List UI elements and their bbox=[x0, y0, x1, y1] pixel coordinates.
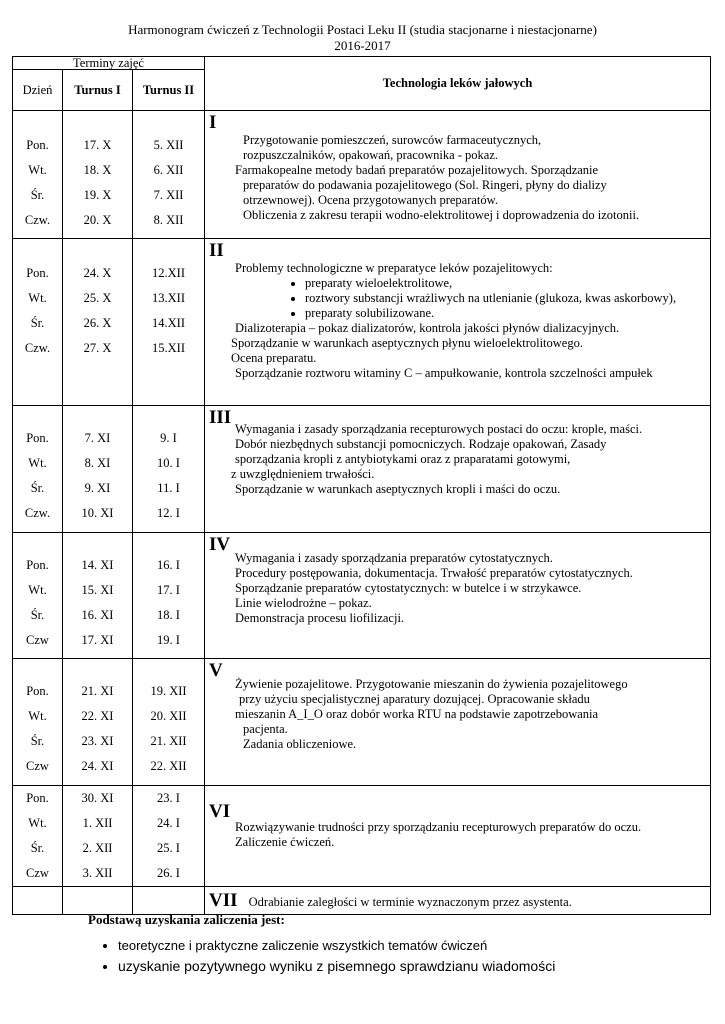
date: 10. XI bbox=[81, 506, 114, 520]
date: 25. I bbox=[157, 841, 180, 855]
turnus1-dates bbox=[63, 786, 133, 887]
date: 24. I bbox=[157, 816, 180, 830]
topic-line: Wymagania i zasady sporządzania preparatów cytostatycznych. bbox=[235, 551, 553, 565]
day: Wt. bbox=[28, 583, 47, 597]
day: Pon. bbox=[26, 266, 49, 280]
day: Pon. bbox=[26, 791, 49, 805]
date: 21. XI bbox=[81, 684, 114, 698]
day: Śr. bbox=[30, 841, 45, 855]
topic-line: z uwzględnieniem trwałości. bbox=[231, 467, 375, 481]
days-cell bbox=[13, 659, 63, 786]
terminy-header: Terminy zajęć bbox=[13, 57, 205, 70]
date: 11. I bbox=[157, 481, 180, 495]
day: Czw bbox=[26, 866, 49, 880]
requirement-item: • teoretyczne i praktyczne zaliczenie wszystkich tematów ćwiczeń bbox=[118, 936, 555, 956]
topic-line: otrzewnowej). Ocena przygotowanych preparatów. bbox=[243, 193, 498, 207]
schedule-table bbox=[12, 56, 711, 915]
date: 1. XII bbox=[82, 816, 113, 830]
bullet-item: • preparaty solubilizowane. bbox=[305, 306, 702, 321]
topic-line: Sporządzanie preparatów cytostatycznych: w butelce i w strzykawce. bbox=[235, 581, 582, 595]
date: 19. XII bbox=[150, 684, 187, 698]
date: 15. XI bbox=[81, 583, 114, 597]
date: 18. I bbox=[157, 608, 180, 622]
date: 26. I bbox=[157, 866, 180, 880]
topic-line: Ocena preparatu. bbox=[231, 351, 317, 365]
days-cell bbox=[13, 406, 63, 533]
topic-line: Demonstracja procesu liofilizacji. bbox=[235, 611, 405, 625]
topic-line: Wymagania i zasady sporządzania recepturowych postaci do oczu: krople, maści. bbox=[235, 422, 643, 436]
topic-line: Sporządzanie w warunkach aseptycznych kropli i maści do oczu. bbox=[235, 482, 561, 496]
topic-line: Odrabianie zaległości w terminie wyznaczonym przez asystenta. bbox=[248, 894, 572, 909]
topic-line: Sporządzanie roztworu witaminy C – ampułkowanie, kontrola szczelności ampułek bbox=[235, 366, 653, 380]
day: Śr. bbox=[30, 316, 45, 330]
date: 16. XI bbox=[81, 608, 114, 622]
topic-line: Obliczenia z zakresu terapii wodno-elektrolitowej i doprowadzenia do izotonii. bbox=[243, 208, 640, 222]
footer-heading: Podstawą uzyskania zaliczenia jest: bbox=[88, 912, 285, 927]
schedule-row-7 bbox=[13, 887, 711, 915]
day: Śr. bbox=[30, 481, 45, 495]
topic-line: sporządzania kropli z antybiotykami oraz z praparatami gotowymi, bbox=[235, 452, 571, 466]
date: 20. XII bbox=[150, 709, 187, 723]
day: Pon. bbox=[26, 431, 49, 445]
turnus1-dates bbox=[63, 239, 133, 406]
topic-bullets bbox=[235, 276, 702, 321]
date: 22. XII bbox=[150, 759, 187, 773]
section-number: I bbox=[209, 112, 217, 133]
bullet-item: • preparaty wieloelektrolitowe, bbox=[305, 276, 702, 291]
topic-line: przy użyciu specjalistycznej aparatury dozującej. Opracowanie składu bbox=[239, 692, 590, 706]
date: 12. I bbox=[157, 506, 180, 520]
date: 10. I bbox=[157, 456, 180, 470]
date: 21. XII bbox=[150, 734, 187, 748]
turnus1-dates bbox=[63, 659, 133, 786]
subject-title: Technologia leków jałowych bbox=[205, 57, 711, 111]
turnus2-dates bbox=[133, 786, 205, 887]
date: 23. I bbox=[157, 791, 180, 805]
topic-cell bbox=[205, 887, 711, 915]
topic-line: Dobór niezbędnych substancji pomocniczych. Rodzaje opakowań, Zasady bbox=[235, 437, 607, 451]
date: 27. X bbox=[83, 341, 112, 355]
days-cell bbox=[13, 533, 63, 659]
date: 22. XI bbox=[81, 709, 114, 723]
topic-cell bbox=[205, 111, 711, 239]
day: Śr. bbox=[30, 188, 45, 202]
topic-line: Sporządzanie w warunkach aseptycznych płynu wieloelektrolitowego. bbox=[231, 336, 583, 350]
turnus2-dates bbox=[133, 111, 205, 239]
topic-cell bbox=[205, 406, 711, 533]
date: 16. I bbox=[157, 558, 180, 572]
turnus2-dates bbox=[133, 239, 205, 406]
date: 17. XI bbox=[81, 633, 114, 647]
day: Czw. bbox=[24, 213, 51, 227]
topic-cell bbox=[205, 659, 711, 786]
day: Czw bbox=[26, 759, 49, 773]
day: Śr. bbox=[30, 734, 45, 748]
date: 7. XI bbox=[84, 431, 111, 445]
date: 8. XI bbox=[84, 456, 111, 470]
day: Czw bbox=[26, 633, 49, 647]
date: 14. XI bbox=[81, 558, 114, 572]
date: 24. XI bbox=[81, 759, 114, 773]
topic-line: preparatów do podawania pozajelitowego (Sol. Ringeri, płyny do dializy bbox=[243, 178, 607, 192]
turnus2-dates bbox=[133, 406, 205, 533]
date: 18. X bbox=[83, 163, 112, 177]
topic-line: pacjenta. bbox=[243, 722, 288, 736]
date: 30. XI bbox=[81, 791, 114, 805]
day: Wt. bbox=[28, 709, 47, 723]
date: 17. I bbox=[157, 583, 180, 597]
topic-line: mieszanin A_I_O oraz dobór worka RTU na podstawie zapotrzebowania bbox=[235, 707, 599, 721]
topic-line: Dializoterapia – pokaz dializatorów, kontrola jakości płynów dializacyjnych. bbox=[235, 321, 620, 335]
date: 3. XII bbox=[82, 866, 113, 880]
date: 17. X bbox=[83, 138, 112, 152]
date: 8. XII bbox=[153, 213, 184, 227]
turnus1-dates bbox=[63, 533, 133, 659]
date: 25. X bbox=[83, 291, 112, 305]
topic-line: Problemy technologiczne w preparatyce leków pozajelitowych: bbox=[235, 261, 553, 275]
topic-line: Przygotowanie pomieszczeń, surowców farmaceutycznych, bbox=[243, 133, 542, 147]
topic-line: Zadania obliczeniowe. bbox=[243, 737, 357, 751]
section-number: IV bbox=[209, 534, 231, 555]
turnus1-dates bbox=[63, 111, 133, 239]
topic-cell bbox=[205, 786, 711, 887]
days-cell bbox=[13, 786, 63, 887]
section-number: VI bbox=[209, 801, 231, 822]
day: Czw. bbox=[24, 341, 51, 355]
date: 5. XII bbox=[153, 138, 184, 152]
day-header: Dzień bbox=[13, 70, 63, 111]
topic-cell bbox=[205, 533, 711, 659]
topic-line: rozpuszczalników, opakowań, pracownika - pokaz. bbox=[243, 148, 499, 162]
date: 19. I bbox=[157, 633, 180, 647]
date: 9. I bbox=[160, 431, 177, 445]
section-number: VII bbox=[209, 889, 238, 911]
topic-line: Zaliczenie ćwiczeń. bbox=[235, 835, 335, 849]
schedule-block-4 bbox=[13, 533, 711, 659]
day: Pon. bbox=[26, 558, 49, 572]
section-number: V bbox=[209, 660, 223, 681]
date: 9. XI bbox=[84, 481, 111, 495]
topic-line: Żywienie pozajelitowe. Przygotowanie mieszanin do żywienia pozajelitowego bbox=[235, 677, 628, 691]
day: Wt. bbox=[28, 291, 47, 305]
turnus2-dates bbox=[133, 659, 205, 786]
document-title: Harmonogram ćwiczeń z Technologii Postaci Leku II (studia stacjonarne i niestacjonarne) bbox=[128, 22, 597, 37]
day: Wt. bbox=[28, 456, 47, 470]
date: 20. X bbox=[83, 213, 112, 227]
topic-line: Rozwiązywanie trudności przy sporządzaniu recepturowych preparatów do oczu. bbox=[235, 820, 642, 834]
date: 7. XII bbox=[153, 188, 184, 202]
turnus1-dates bbox=[63, 406, 133, 533]
schedule-block-1 bbox=[13, 111, 711, 239]
date: 19. X bbox=[83, 188, 112, 202]
turnus2-header: Turnus II bbox=[133, 70, 205, 111]
turnus1-header: Turnus I bbox=[63, 70, 133, 111]
day: Czw. bbox=[24, 506, 51, 520]
schedule-block-6 bbox=[13, 786, 711, 887]
date: 13.XII bbox=[152, 291, 185, 305]
day: Pon. bbox=[26, 138, 49, 152]
schedule-block-5 bbox=[13, 659, 711, 786]
day: Wt. bbox=[28, 816, 47, 830]
section-number: III bbox=[209, 407, 232, 428]
bullet-item: • roztwory substancji wrażliwych na utlenianie (glukoza, kwas askorbowy), bbox=[305, 291, 702, 306]
date: 15.XII bbox=[152, 341, 185, 355]
date: 23. XI bbox=[81, 734, 114, 748]
day: Śr. bbox=[30, 608, 45, 622]
day: Pon. bbox=[26, 684, 49, 698]
requirements-list bbox=[100, 936, 555, 976]
day: Wt. bbox=[28, 163, 47, 177]
date: 12.XII bbox=[152, 266, 185, 280]
schedule-block-3 bbox=[13, 406, 711, 533]
date: 26. X bbox=[83, 316, 112, 330]
days-cell bbox=[13, 239, 63, 406]
turnus2-dates bbox=[133, 533, 205, 659]
schedule-block-2 bbox=[13, 239, 711, 406]
section-number: II bbox=[209, 240, 224, 261]
date: 6. XII bbox=[153, 163, 184, 177]
topic-line: Farmakopealne metody badań preparatów pozajelitowych. Sporządzanie bbox=[235, 163, 599, 177]
academic-year: 2016-2017 bbox=[334, 38, 391, 53]
topic-cell bbox=[205, 239, 711, 406]
date: 14.XII bbox=[152, 316, 185, 330]
date: 2. XII bbox=[82, 841, 113, 855]
topic-line: Linie wielodrożne – pokaz. bbox=[235, 596, 372, 610]
days-cell bbox=[13, 111, 63, 239]
date: 24. X bbox=[83, 266, 112, 280]
topic-line: Procedury postępowania, dokumentacja. Trwałość preparatów cytostatycznych. bbox=[235, 566, 633, 580]
requirement-item: • uzyskanie pozytywnego wyniku z pisemnego sprawdzianu wiadomości bbox=[118, 956, 555, 976]
